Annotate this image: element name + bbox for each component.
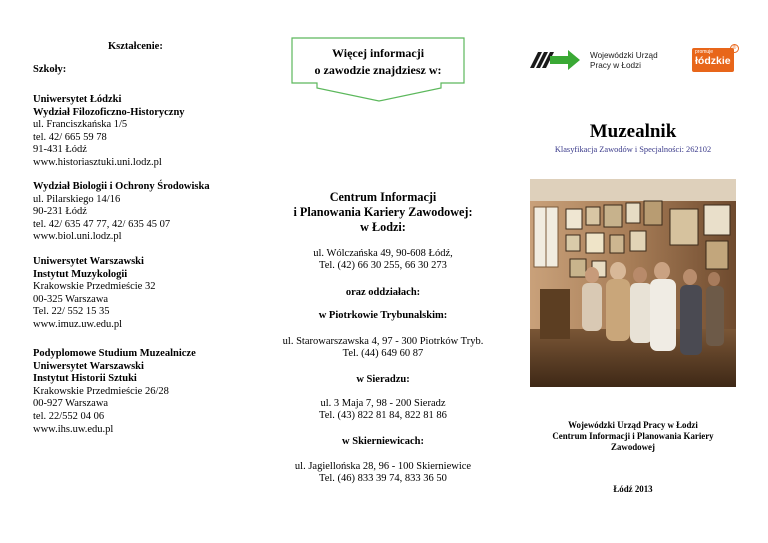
branch-address-skierniewice [268, 461, 498, 486]
address-line: ul. Jagiellońska 28, 96 - 100 Skierniewice [294, 461, 472, 472]
schools-label: Szkoły: [33, 64, 67, 75]
faculty-name: Wydział Biologii i Ochrony Środowiska [33, 181, 210, 192]
phone-line: Tel. (42) 66 30 255, 66 30 273 [319, 260, 447, 272]
website-link[interactable]: www.biol.uni.lodz.pl [33, 231, 122, 243]
centre-title-line-3: w Łodzi: [360, 220, 406, 234]
institute-name: Instytut Muzykologii [33, 268, 128, 280]
lodzkie-logo [692, 44, 738, 72]
lodzkie-logo-main: łódzkie [695, 55, 731, 67]
document-title: Muzealnik [589, 121, 677, 142]
address-line: ul. 3 Maja 7, 98 - 200 Sieradz [320, 398, 446, 409]
publisher-line-2: Centrum Informacji i Planowania Kariery [552, 431, 714, 442]
school-block-4 [33, 348, 263, 436]
branch-label-piotrkow: w Piotrkowie Trybunalskim: [318, 310, 448, 321]
postcode-line: 00-927 Warszawa [33, 398, 109, 410]
school-name: Uniwersytet Łódzki [33, 94, 122, 105]
wup-logo-line-1: Wojewódzki Urząd [590, 51, 658, 60]
wup-logo [528, 44, 668, 74]
phone-line: tel. 42/ 665 59 78 [33, 131, 107, 143]
classification-subtitle: Klasyfikacja Zawodów i Specjalności: 262102 [554, 145, 712, 154]
school-name: Uniwersytet Warszawski [33, 256, 144, 267]
branch-address-sieradz [278, 398, 488, 423]
school-block-3 [33, 256, 263, 332]
address-line: Krakowskie Przedmieście 26/28 [33, 385, 169, 397]
centre-title [278, 190, 488, 235]
website-link[interactable]: www.historiasztuki.uni.lodz.pl [33, 156, 162, 168]
school-block-1 [33, 94, 263, 170]
address-line: ul. Pilarskiego 14/16 [33, 193, 121, 205]
more-info-line-1: Więcej informacji [331, 46, 425, 60]
museum-photo [530, 179, 736, 387]
address-line: ul. Wólczańska 49, 90-608 Łódź, [313, 248, 453, 259]
website-link[interactable]: www.ihs.uw.edu.pl [33, 423, 114, 435]
phone-line: tel. 42/ 635 47 77, 42/ 635 45 07 [33, 218, 171, 230]
more-info-text [292, 45, 464, 79]
school-name: Uniwersytet Warszawski [33, 360, 144, 372]
publisher-line-3: Zawodowej [611, 442, 655, 453]
main-address [278, 248, 488, 273]
phone-line: Tel. 22/ 552 15 35 [33, 306, 110, 318]
postcode-line: 00-325 Warszawa [33, 293, 109, 305]
branch-label-skierniewice: w Skierniewicach: [342, 436, 424, 447]
address-line: ul. Starowarszawska 4, 97 - 300 Piotrków Tryb. [282, 336, 484, 347]
centre-title-line-2: i Planowania Kariery Zawodowej: [293, 205, 473, 219]
address-line: Krakowskie Przedmieście 32 [33, 281, 156, 293]
branch-label-sieradz: w Sieradzu: [356, 374, 410, 385]
postcode-line: 90-231 Łódź [33, 206, 87, 218]
phone-line: tel. 22/552 04 06 [33, 410, 105, 422]
publisher-line-1: Wojewódzki Urząd Pracy w Łodzi [568, 420, 698, 430]
postcode-line: 91-431 Łódź [33, 144, 87, 156]
place-year: Łódź 2013 [613, 484, 653, 494]
wup-logo-line-2: Pracy w Łodzi [590, 61, 641, 70]
phone-line: Tel. (43) 822 81 84, 822 81 86 [319, 410, 447, 422]
centre-title-line-1: Centrum Informacji [329, 190, 437, 204]
registered-icon: ® [730, 44, 739, 53]
school-block-2 [33, 181, 263, 244]
lodzkie-logo-top: promuje [695, 49, 714, 55]
phone-line: Tel. (46) 833 39 74, 833 36 50 [319, 473, 447, 485]
address-line: ul. Franciszkańska 1/5 [33, 119, 128, 131]
wup-logo-icon [528, 46, 584, 72]
study-name: Podyplomowe Studium Muzealnicze [33, 348, 196, 359]
wup-logo-text [590, 51, 670, 71]
institute-name: Instytut Historii Sztuki [33, 373, 137, 385]
phone-line: Tel. (44) 649 60 87 [342, 348, 424, 360]
branch-address-piotrkow [268, 336, 498, 361]
website-link[interactable]: www.imuz.uw.edu.pl [33, 318, 123, 330]
faculty-name: Wydział Filozoficzno-Historyczny [33, 106, 185, 118]
publisher-block [518, 420, 748, 454]
more-info-line-2: o zawodzie znajdziesz w: [314, 63, 442, 77]
education-heading: Kształcenie: [108, 41, 163, 52]
branches-label: oraz oddziałach: [345, 287, 421, 298]
